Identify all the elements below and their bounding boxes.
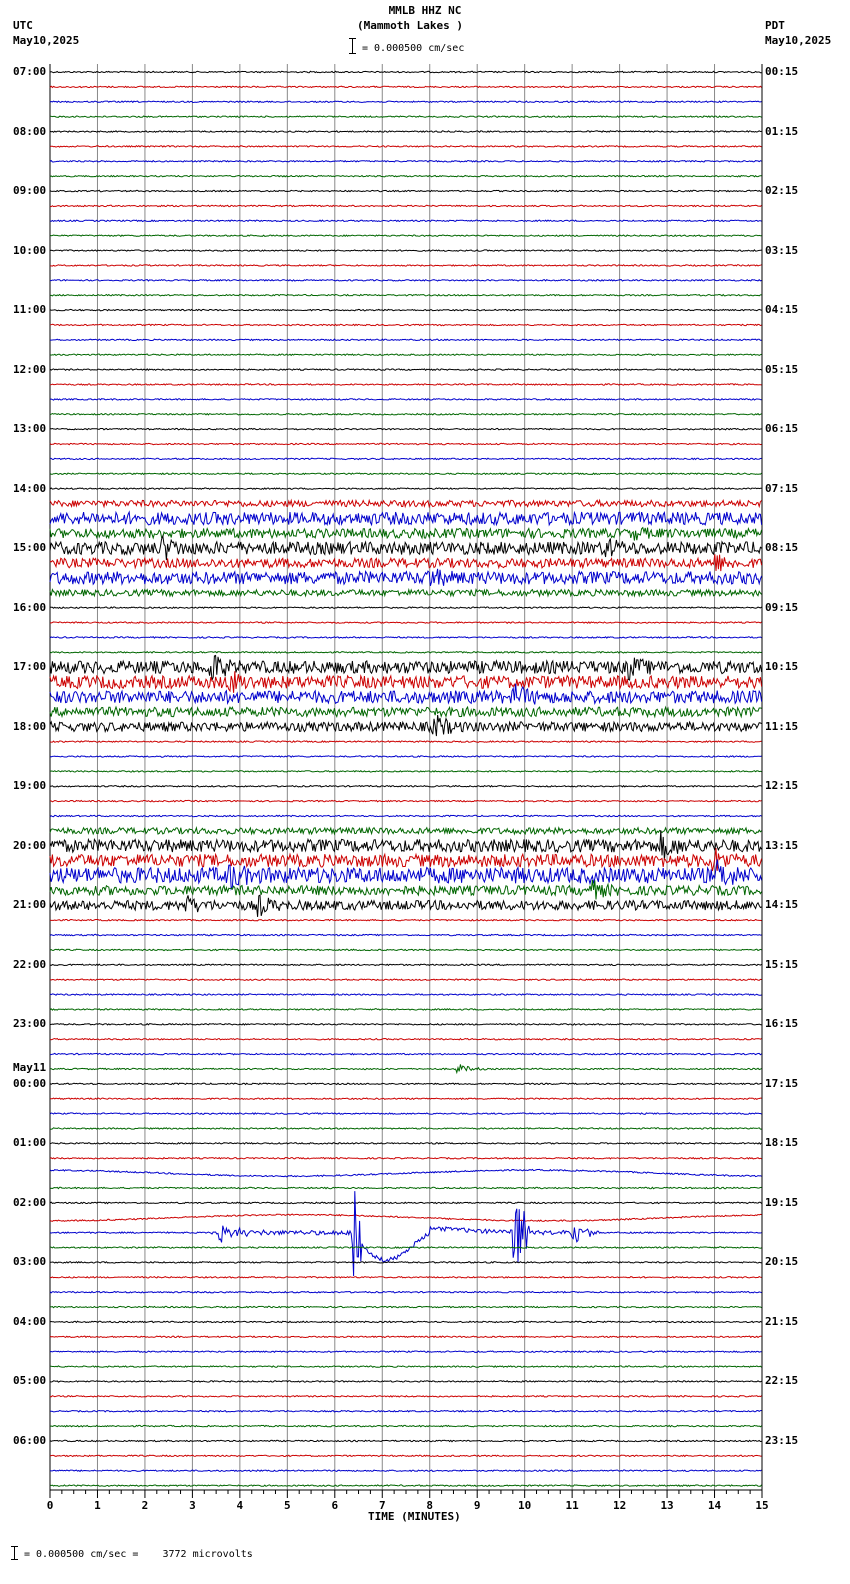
trace-25 — [50, 443, 762, 444]
trace-30 — [50, 512, 762, 525]
trace-1 — [50, 86, 762, 87]
x-tick-label: 13 — [660, 1499, 674, 1512]
trace-92 — [50, 1440, 762, 1441]
trace-12 — [50, 250, 762, 251]
trace-81 — [50, 1277, 762, 1278]
trace-13 — [50, 265, 762, 266]
trace-22 — [50, 399, 762, 400]
station-location: (Mammoth Lakes ) — [357, 19, 463, 32]
left-hour-label: 02:00 — [13, 1195, 47, 1209]
trace-76 — [50, 1202, 762, 1203]
left-hour-label: 23:00 — [13, 1017, 47, 1031]
trace-65 — [50, 1039, 762, 1040]
trace-80 — [50, 1262, 762, 1263]
right-hour-label: 09:15 — [765, 600, 799, 614]
trace-78 — [50, 1191, 762, 1276]
left-date: May10,2025 — [13, 34, 80, 47]
trace-84 — [50, 1321, 762, 1322]
trace-51 — [50, 828, 762, 834]
right-hour-label: 06:15 — [765, 422, 799, 436]
trace-91 — [50, 1425, 762, 1426]
trace-68 — [50, 1083, 762, 1084]
trace-0 — [50, 71, 762, 72]
trace-46 — [50, 756, 762, 757]
trace-53 — [50, 848, 762, 871]
trace-9 — [50, 205, 762, 206]
day-change-label: May11 — [13, 1061, 47, 1074]
right-hour-label: 10:15 — [765, 660, 799, 674]
right-hour-label: 04:15 — [765, 303, 799, 317]
trace-85 — [50, 1336, 762, 1337]
trace-59 — [50, 949, 762, 950]
x-tick-label: 7 — [378, 1499, 386, 1512]
trace-34 — [50, 569, 762, 586]
left-hour-label: 20:00 — [13, 838, 47, 852]
left-hour-label: 12:00 — [13, 362, 47, 376]
x-tick-label: 5 — [284, 1499, 291, 1512]
left-hour-label: 10:00 — [13, 243, 47, 257]
trace-38 — [50, 637, 762, 638]
x-tick-label: 6 — [331, 1499, 339, 1512]
trace-19 — [50, 354, 762, 355]
right-hour-label: 20:15 — [765, 1255, 799, 1269]
x-tick-label: 11 — [565, 1499, 579, 1512]
x-tick-label: 0 — [46, 1499, 54, 1512]
right-hour-label: 22:15 — [765, 1374, 799, 1388]
trace-75 — [50, 1187, 762, 1188]
trace-35 — [50, 590, 762, 596]
left-hour-label: 13:00 — [13, 422, 47, 436]
minute-gridlines — [50, 64, 762, 1490]
trace-77 — [50, 1214, 762, 1221]
left-hour-label: 05:00 — [13, 1374, 47, 1388]
trace-2 — [50, 101, 762, 102]
right-hour-label: 21:15 — [765, 1314, 799, 1328]
right-hour-label: 11:15 — [765, 719, 799, 733]
trace-90 — [50, 1411, 762, 1412]
trace-79 — [50, 1247, 762, 1248]
trace-55 — [50, 880, 762, 900]
trace-57 — [50, 920, 762, 921]
trace-47 — [50, 771, 762, 772]
trace-23 — [50, 414, 762, 415]
trace-95 — [50, 1485, 762, 1486]
station-title: MMLB HHZ NC — [388, 4, 462, 17]
right-hour-label: 23:15 — [765, 1433, 799, 1447]
trace-7 — [50, 176, 762, 177]
right-hour-label: 03:15 — [765, 243, 799, 257]
scale-bar-icon — [352, 38, 353, 54]
trace-50 — [50, 815, 762, 816]
trace-86 — [50, 1351, 762, 1352]
trace-6 — [50, 161, 762, 162]
trace-52 — [50, 830, 762, 860]
x-tick-label: 3 — [189, 1499, 196, 1512]
trace-5 — [50, 146, 762, 147]
right-hour-label: 08:15 — [765, 541, 799, 555]
trace-4 — [50, 131, 762, 132]
scale-text: = 0.000500 cm/sec — [362, 43, 465, 54]
right-hour-label: 18:15 — [765, 1136, 799, 1150]
trace-60 — [50, 964, 762, 965]
trace-28 — [50, 488, 762, 489]
trace-56 — [50, 895, 762, 917]
trace-58 — [50, 934, 762, 935]
trace-49 — [50, 800, 762, 801]
trace-21 — [50, 384, 762, 385]
trace-10 — [50, 220, 762, 221]
left-hour-label: 08:00 — [13, 124, 47, 138]
trace-39 — [50, 652, 762, 653]
right-hour-label: 14:15 — [765, 898, 799, 912]
right-hour-label: 13:15 — [765, 838, 799, 852]
trace-48 — [50, 786, 762, 787]
trace-71 — [50, 1128, 762, 1129]
right-hour-label: 02:15 — [765, 184, 799, 198]
trace-3 — [50, 116, 762, 117]
trace-43 — [50, 707, 762, 717]
left-hour-label: 17:00 — [13, 660, 47, 674]
trace-11 — [50, 235, 762, 236]
trace-26 — [50, 458, 762, 459]
trace-15 — [50, 295, 762, 296]
trace-66 — [50, 1053, 762, 1054]
footer-scale-icon — [14, 1546, 15, 1560]
trace-88 — [50, 1381, 762, 1382]
trace-20 — [50, 369, 762, 370]
trace-45 — [50, 741, 762, 742]
trace-94 — [50, 1470, 762, 1471]
trace-74 — [50, 1169, 762, 1176]
x-tick-label: 8 — [426, 1499, 434, 1512]
scale-bar-top-cap — [349, 38, 356, 39]
trace-62 — [50, 994, 762, 995]
trace-89 — [50, 1396, 762, 1397]
trace-40 — [50, 656, 762, 681]
trace-82 — [50, 1292, 762, 1293]
left-hour-label: 01:00 — [13, 1136, 47, 1150]
left-timezone: UTC — [13, 19, 33, 32]
trace-61 — [50, 979, 762, 980]
trace-8 — [50, 190, 762, 191]
trace-87 — [50, 1366, 762, 1367]
trace-37 — [50, 622, 762, 623]
left-hour-label: 07:00 — [13, 65, 47, 78]
scale-bar-bottom-cap — [349, 53, 356, 54]
trace-73 — [50, 1158, 762, 1159]
trace-33 — [50, 554, 762, 571]
left-hour-label: 03:00 — [13, 1255, 47, 1269]
trace-31 — [50, 528, 762, 541]
trace-18 — [50, 339, 762, 340]
footer-scale-bottom-cap — [11, 1559, 18, 1560]
trace-72 — [50, 1143, 762, 1144]
left-hour-label: 18:00 — [13, 719, 47, 733]
x-tick-label: 10 — [518, 1499, 532, 1512]
seismic-traces — [50, 71, 762, 1486]
left-hour-label: 16:00 — [13, 600, 47, 614]
trace-69 — [50, 1098, 762, 1099]
trace-41 — [50, 671, 762, 693]
right-hour-label: 19:15 — [765, 1195, 799, 1209]
left-hour-label: 11:00 — [13, 303, 47, 317]
left-hour-label: 15:00 — [13, 541, 47, 555]
x-tick-label: 1 — [94, 1499, 101, 1512]
right-date: May10,2025 — [765, 34, 832, 47]
right-timezone: PDT — [765, 19, 785, 32]
right-hour-label: 15:15 — [765, 957, 799, 971]
footer-scale-top-cap — [11, 1546, 18, 1547]
trace-27 — [50, 473, 762, 474]
x-tick-label: 4 — [236, 1499, 244, 1512]
left-hour-label: 06:00 — [13, 1433, 47, 1447]
x-tick-label: 9 — [473, 1499, 481, 1512]
right-hour-label: 07:15 — [765, 481, 799, 495]
right-hour-label: 01:15 — [765, 124, 799, 138]
x-tick-label: 2 — [141, 1499, 149, 1512]
x-tick-label: 12 — [612, 1499, 627, 1512]
left-hour-label: 04:00 — [13, 1314, 47, 1328]
right-hour-label: 05:15 — [765, 362, 799, 376]
left-hour-label: 22:00 — [13, 957, 47, 971]
trace-63 — [50, 1009, 762, 1010]
trace-83 — [50, 1306, 762, 1307]
x-tick-label: 15 — [755, 1499, 769, 1512]
trace-16 — [50, 309, 762, 310]
trace-70 — [50, 1113, 762, 1114]
right-hour-label: 16:15 — [765, 1017, 799, 1031]
right-hour-label: 00:15 — [765, 65, 799, 78]
trace-64 — [50, 1024, 762, 1025]
trace-29 — [50, 500, 762, 506]
left-hour-label: 00:00 — [13, 1076, 47, 1090]
left-hour-label: 19:00 — [13, 779, 47, 793]
trace-14 — [50, 280, 762, 281]
trace-67 — [50, 1064, 762, 1072]
left-hour-label: 14:00 — [13, 481, 47, 495]
trace-32 — [50, 536, 762, 560]
trace-93 — [50, 1455, 762, 1456]
time-axis — [47, 1490, 769, 1512]
trace-36 — [50, 607, 762, 608]
x-tick-label: 14 — [707, 1499, 722, 1512]
trace-24 — [50, 428, 762, 429]
trace-17 — [50, 324, 762, 325]
left-hour-label: 21:00 — [13, 898, 47, 912]
x-axis-label: TIME (MINUTES) — [368, 1510, 461, 1523]
left-hour-label: 09:00 — [13, 184, 47, 198]
right-hour-label: 12:15 — [765, 779, 799, 793]
right-hour-label: 17:15 — [765, 1076, 799, 1090]
footer-scale-text: = 0.000500 cm/sec = 3772 microvolts — [24, 1549, 253, 1560]
